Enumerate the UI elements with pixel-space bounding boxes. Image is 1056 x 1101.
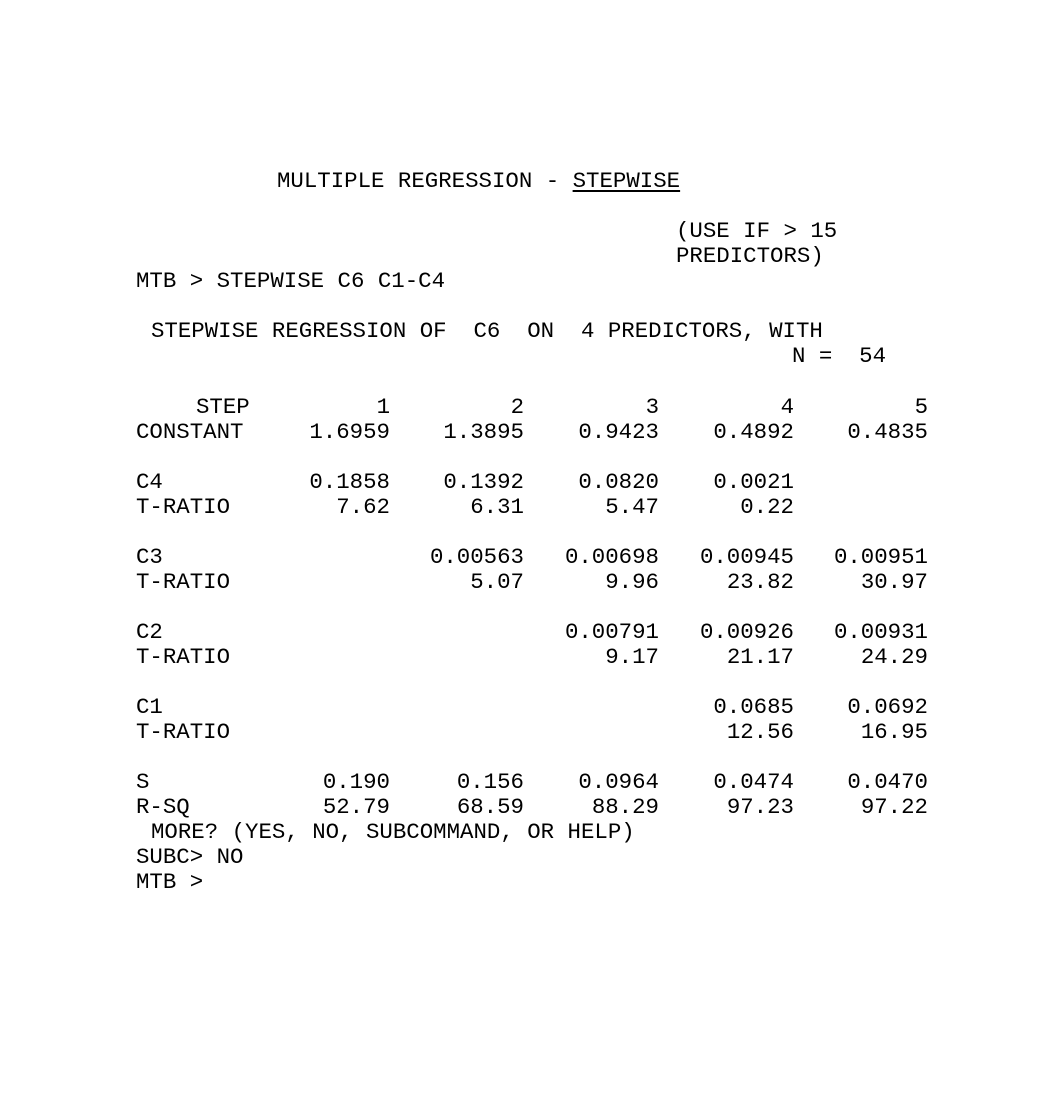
row-label: C4 xyxy=(136,469,163,495)
table-cell: 1.6959 xyxy=(309,419,390,445)
row-label: R-SQ xyxy=(136,794,190,820)
row-label: T-RATIO xyxy=(136,644,231,670)
row-label: C1 xyxy=(136,694,163,720)
table-cell: 52.79 xyxy=(322,794,390,820)
table-cell xyxy=(250,545,390,570)
table-cell: 0.00698 xyxy=(564,544,659,570)
row-label: C3 xyxy=(136,544,163,570)
table-cell: 0.0685 xyxy=(713,694,794,720)
page-title xyxy=(277,169,680,194)
subc-reply: SUBC> NO xyxy=(136,844,244,870)
title-stepwise: STEPWISE xyxy=(572,168,681,194)
table-cell: 16.95 xyxy=(860,719,928,745)
note-line-2: PREDICTORS) xyxy=(676,243,824,269)
table-cell: 5.47 xyxy=(605,494,659,520)
table-cell: 24.29 xyxy=(860,644,928,670)
final-prompt: MTB > xyxy=(136,869,204,895)
table-cell: 0.4892 xyxy=(713,419,794,445)
table-cell: 12.56 xyxy=(726,719,794,745)
table-cell: 0.00791 xyxy=(564,619,659,645)
step-number: 2 xyxy=(510,394,524,420)
table-cell: 0.00951 xyxy=(833,544,928,570)
table-cell: 0.1858 xyxy=(309,469,390,495)
table-cell: 0.156 xyxy=(456,769,524,795)
table-cell: 23.82 xyxy=(726,569,794,595)
step-label: STEP xyxy=(196,394,250,420)
table-cell: 0.00945 xyxy=(699,544,794,570)
table-cell: 88.29 xyxy=(591,794,659,820)
table-cell: 5.07 xyxy=(470,569,524,595)
table-cell xyxy=(250,645,390,670)
table-cell: 97.22 xyxy=(860,794,928,820)
table-cell xyxy=(384,620,524,645)
table-cell xyxy=(384,645,524,670)
table-cell xyxy=(788,495,928,520)
more-prompt: MORE? (YES, NO, SUBCOMMAND, OR HELP) xyxy=(151,819,635,845)
step-number: 1 xyxy=(376,394,390,420)
table-cell xyxy=(384,720,524,745)
table-cell xyxy=(384,695,524,720)
table-cell: 0.00926 xyxy=(699,619,794,645)
row-label: T-RATIO xyxy=(136,719,231,745)
table-cell: 0.4835 xyxy=(847,419,928,445)
table-cell: 21.17 xyxy=(726,644,794,670)
table-cell: 0.0964 xyxy=(578,769,659,795)
regression-header: STEPWISE REGRESSION OF C6 ON 4 PREDICTORS, WITH xyxy=(151,318,823,344)
step-number: 5 xyxy=(914,394,928,420)
table-cell: 97.23 xyxy=(726,794,794,820)
table-cell: 6.31 xyxy=(470,494,524,520)
table-cell: 0.0820 xyxy=(578,469,659,495)
table-cell: 0.9423 xyxy=(578,419,659,445)
table-cell: 0.0021 xyxy=(713,469,794,495)
step-number: 3 xyxy=(645,394,659,420)
command-line: MTB > STEPWISE C6 C1-C4 xyxy=(136,268,446,294)
table-cell: 0.1392 xyxy=(443,469,524,495)
sample-size: N = 54 xyxy=(792,343,887,369)
title-prefix: MULTIPLE REGRESSION - xyxy=(277,168,573,194)
table-cell: 0.0692 xyxy=(847,694,928,720)
table-cell: 0.190 xyxy=(322,769,390,795)
row-label: T-RATIO xyxy=(136,569,231,595)
table-cell: 9.17 xyxy=(605,644,659,670)
row-label: CONSTANT xyxy=(136,419,244,445)
table-cell xyxy=(250,720,390,745)
table-cell: 0.0474 xyxy=(713,769,794,795)
table-cell: 0.00563 xyxy=(429,544,524,570)
row-label: T-RATIO xyxy=(136,494,231,520)
table-cell xyxy=(788,470,928,495)
table-cell: 68.59 xyxy=(456,794,524,820)
table-cell xyxy=(519,720,659,745)
table-cell xyxy=(519,695,659,720)
table-cell: 9.96 xyxy=(605,569,659,595)
table-cell: 1.3895 xyxy=(443,419,524,445)
note-line-1: (USE IF > 15 xyxy=(676,218,838,244)
row-label: C2 xyxy=(136,619,163,645)
table-cell xyxy=(250,695,390,720)
step-number: 4 xyxy=(780,394,794,420)
row-label: S xyxy=(136,769,150,795)
table-cell: 0.22 xyxy=(740,494,794,520)
table-cell: 0.0470 xyxy=(847,769,928,795)
table-cell xyxy=(250,570,390,595)
table-cell: 0.00931 xyxy=(833,619,928,645)
table-cell: 30.97 xyxy=(860,569,928,595)
table-cell: 7.62 xyxy=(336,494,390,520)
table-cell xyxy=(250,620,390,645)
